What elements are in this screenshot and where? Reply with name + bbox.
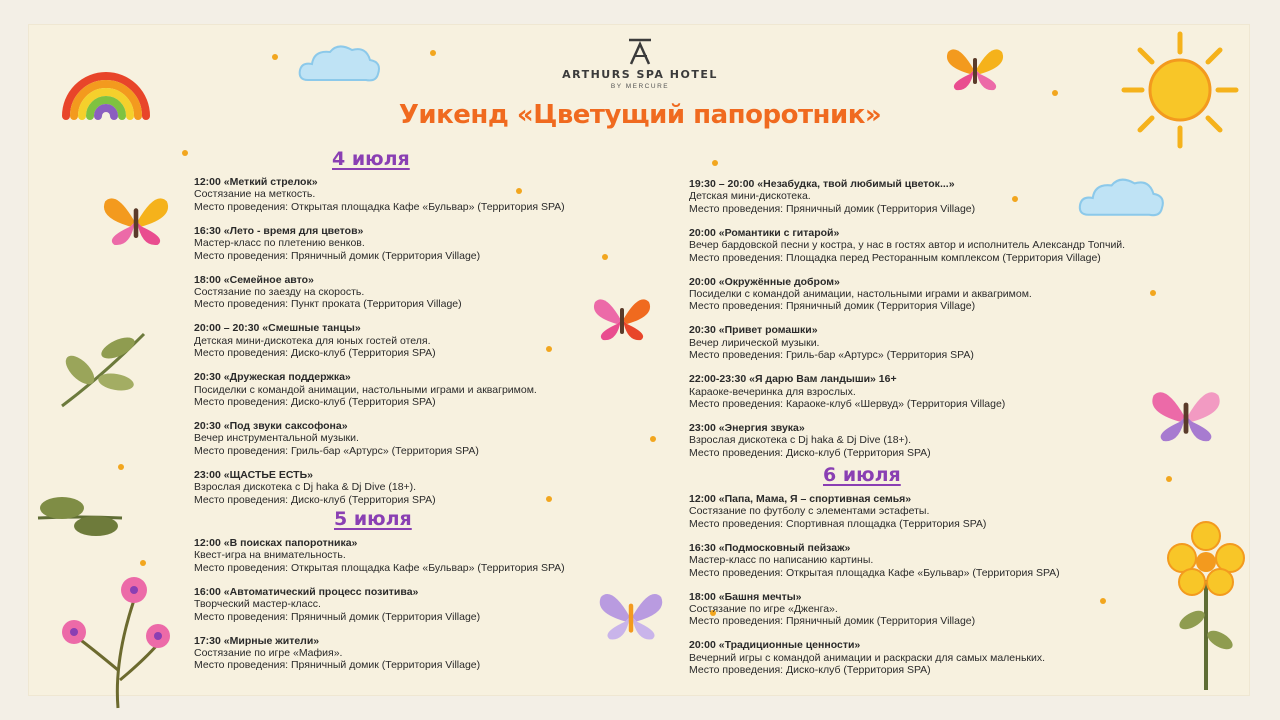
hotel-logo-icon [625, 36, 655, 66]
hotel-name: ARTHURS SPA HOTEL [562, 68, 718, 81]
decor-dot [140, 560, 146, 566]
event-desc: Вечерний игры с командой анимации и раскраски для самых маленьких. [689, 651, 1046, 664]
event-place: Место проведения: Пункт проката (Территория Village) [194, 298, 462, 311]
event-item [689, 178, 1249, 215]
page-title: Уикенд «Цветущий папоротник» [398, 100, 882, 130]
event-item [689, 422, 1249, 459]
event-title: 18:00 «Семейное авто» [194, 273, 314, 286]
event-title: 12:00 «Папа, Мама, Я – спортивная семья» [689, 493, 912, 505]
day-heading-july6: 6 июля [823, 464, 901, 486]
events-july5-right [689, 178, 1249, 471]
event-title: 17:30 «Мирные жители» [194, 634, 320, 647]
event-title: 20:00 – 20:30 «Смешные танцы» [194, 322, 361, 335]
event-item [194, 176, 664, 213]
flower-icon [1166, 520, 1246, 692]
decor-dot [272, 54, 278, 60]
event-place: Место проведения: Пряничный домик (Территория Village) [689, 202, 976, 215]
event-item [689, 639, 1159, 676]
event-title: 19:30 – 20:00 «Незабудка, твой любимый цветок...» [689, 178, 955, 190]
event-desc: Состязание по заезду на скорость. [194, 286, 365, 299]
event-title: 23:00 «Энергия звука» [689, 422, 805, 435]
event-desc: Караоке-вечеринка для взрослых. [689, 385, 856, 398]
event-desc: Квест-игра на внимательность. [194, 549, 346, 562]
decor-dot [712, 160, 718, 166]
leaf-branch-icon [34, 488, 126, 544]
event-title: 22:00-23:30 «Я дарю Вам ландыши» 16+ [689, 373, 897, 386]
decor-dot [1166, 476, 1172, 482]
event-place: Место проведения: Пряничный домик (Территория Village) [689, 615, 976, 628]
event-desc: Взрослая дискотека с Dj haka & Dj Dive (18+). [194, 481, 417, 494]
event-place: Место проведения: Диско-клуб (Территория SPA) [689, 446, 931, 459]
event-desc: Посиделки с командой анимации, настольными играми и аквагримом. [689, 288, 1032, 301]
cloud-icon [296, 42, 382, 86]
event-title: 20:30 «Под звуки саксофона» [194, 420, 348, 433]
event-place: Место проведения: Открытая площадка Кафе «Бульвар» (Территория SPA) [194, 200, 565, 213]
event-desc: Состязание по футболу с элементами эстафеты. [689, 505, 930, 518]
event-desc: Мастер-класс по плетению венков. [194, 237, 365, 250]
event-place: Место проведения: Караоке-клуб «Шервуд» (Территория Village) [689, 398, 1006, 411]
events-july5-left [194, 537, 664, 683]
leaf-branch-icon [52, 326, 152, 410]
decor-dot [1052, 90, 1058, 96]
event-place: Место проведения: Пряничный домик (Территория Village) [689, 300, 976, 313]
event-title: 16:30 «Лето - время для цветов» [194, 224, 364, 237]
butterfly-icon [96, 184, 176, 260]
event-place: Место проведения: Пряничный домик (Территория Village) [194, 610, 481, 623]
event-item [194, 371, 664, 408]
event-place: Место проведения: Открытая площадка Кафе «Бульвар» (Территория SPA) [194, 561, 565, 574]
event-place: Место проведения: Гриль-бар «Артурс» (Территория SPA) [194, 444, 479, 457]
hotel-sub: BY MERCURE [610, 83, 670, 90]
event-place: Место проведения: Диско-клуб (Территория SPA) [194, 347, 436, 360]
events-july6 [689, 493, 1159, 688]
decor-dot [118, 464, 124, 470]
event-item [194, 420, 664, 457]
event-title: 20:30 «Дружеская поддержка» [194, 371, 351, 384]
decor-dot [182, 150, 188, 156]
event-item [194, 274, 664, 311]
event-desc: Состязание на меткость. [194, 188, 316, 201]
event-desc: Состязание по игре «Мафия». [194, 647, 343, 660]
event-place: Место проведения: Диско-клуб (Территория SPA) [689, 664, 931, 677]
event-place: Место проведения: Гриль-бар «Артурс» (Территория SPA) [689, 349, 974, 362]
event-place: Место проведения: Диско-клуб (Территория SPA) [194, 396, 436, 409]
event-place: Место проведения: Открытая площадка Кафе «Бульвар» (Территория SPA) [689, 566, 1060, 579]
event-title: 20:00 «Традиционные ценности» [689, 639, 861, 652]
event-title: 16:00 «Автоматический процесс позитива» [194, 585, 419, 598]
butterfly-icon [940, 40, 1010, 100]
event-title: 23:00 «ЩАСТЬЕ ЕСТЬ» [194, 468, 313, 481]
event-place: Место проведения: Диско-клуб (Территория SPA) [194, 493, 436, 506]
event-desc: Мастер-класс по написанию картины. [689, 554, 874, 567]
day-heading-july5: 5 июля [334, 508, 412, 530]
event-item [194, 225, 664, 262]
event-desc: Вечер лирической музыки. [689, 336, 820, 349]
hotel-logo [540, 36, 740, 90]
event-desc: Детская мини-дискотека для юных гостей отеля. [194, 334, 431, 347]
event-item [689, 324, 1249, 361]
event-item [689, 542, 1159, 579]
event-item [689, 276, 1249, 313]
event-item [689, 227, 1249, 264]
event-desc: Взрослая дискотека с Dj haka & Dj Dive (18+). [689, 434, 912, 447]
event-item [689, 373, 1249, 410]
event-place: Место проведения: Пряничный домик (Территория Village) [194, 659, 481, 672]
event-desc: Посиделки с командой анимации, настольными играми и аквагримом. [194, 383, 537, 396]
event-place: Место проведения: Пряничный домик (Территория Village) [194, 249, 481, 262]
event-title: 20:00 «Романтики с гитарой» [689, 226, 840, 239]
decor-dot [430, 50, 436, 56]
event-item [194, 537, 664, 574]
event-place: Место проведения: Спортивная площадка (Территория SPA) [689, 517, 987, 530]
event-title: 18:00 «Башня мечты» [689, 590, 802, 603]
event-place: Место проведения: Площадка перед Ресторанным комплексом (Территория Village) [689, 251, 1101, 264]
event-item [194, 469, 664, 506]
event-title: 16:30 «Подмосковный пейзаж» [689, 541, 851, 554]
event-item [194, 322, 664, 359]
event-title: 20:00 «Окружённые добром» [689, 275, 840, 288]
event-title: 12:00 «Меткий стрелок» [194, 176, 318, 188]
event-desc: Вечер бардовской песни у костра, у нас в гостях автор и исполнитель Александр Топчий. [689, 239, 1126, 252]
event-desc: Состязание по игре «Дженга». [689, 603, 838, 616]
sun-icon [1120, 30, 1240, 150]
day-heading-july4: 4 июля [332, 148, 410, 170]
event-desc: Вечер инструментальной музыки. [194, 432, 359, 445]
events-july4 [194, 176, 664, 518]
rainbow-icon [58, 38, 154, 120]
event-desc: Творческий мастер-класс. [194, 598, 321, 611]
event-item [689, 493, 1159, 530]
event-item [194, 586, 664, 623]
event-title: 20:30 «Привет ромашки» [689, 324, 818, 337]
event-desc: Детская мини-дискотека. [689, 190, 811, 203]
event-item [689, 591, 1159, 628]
event-title: 12:00 «В поисках папоротника» [194, 537, 358, 549]
flower-icon [48, 560, 178, 710]
event-item [194, 635, 664, 672]
